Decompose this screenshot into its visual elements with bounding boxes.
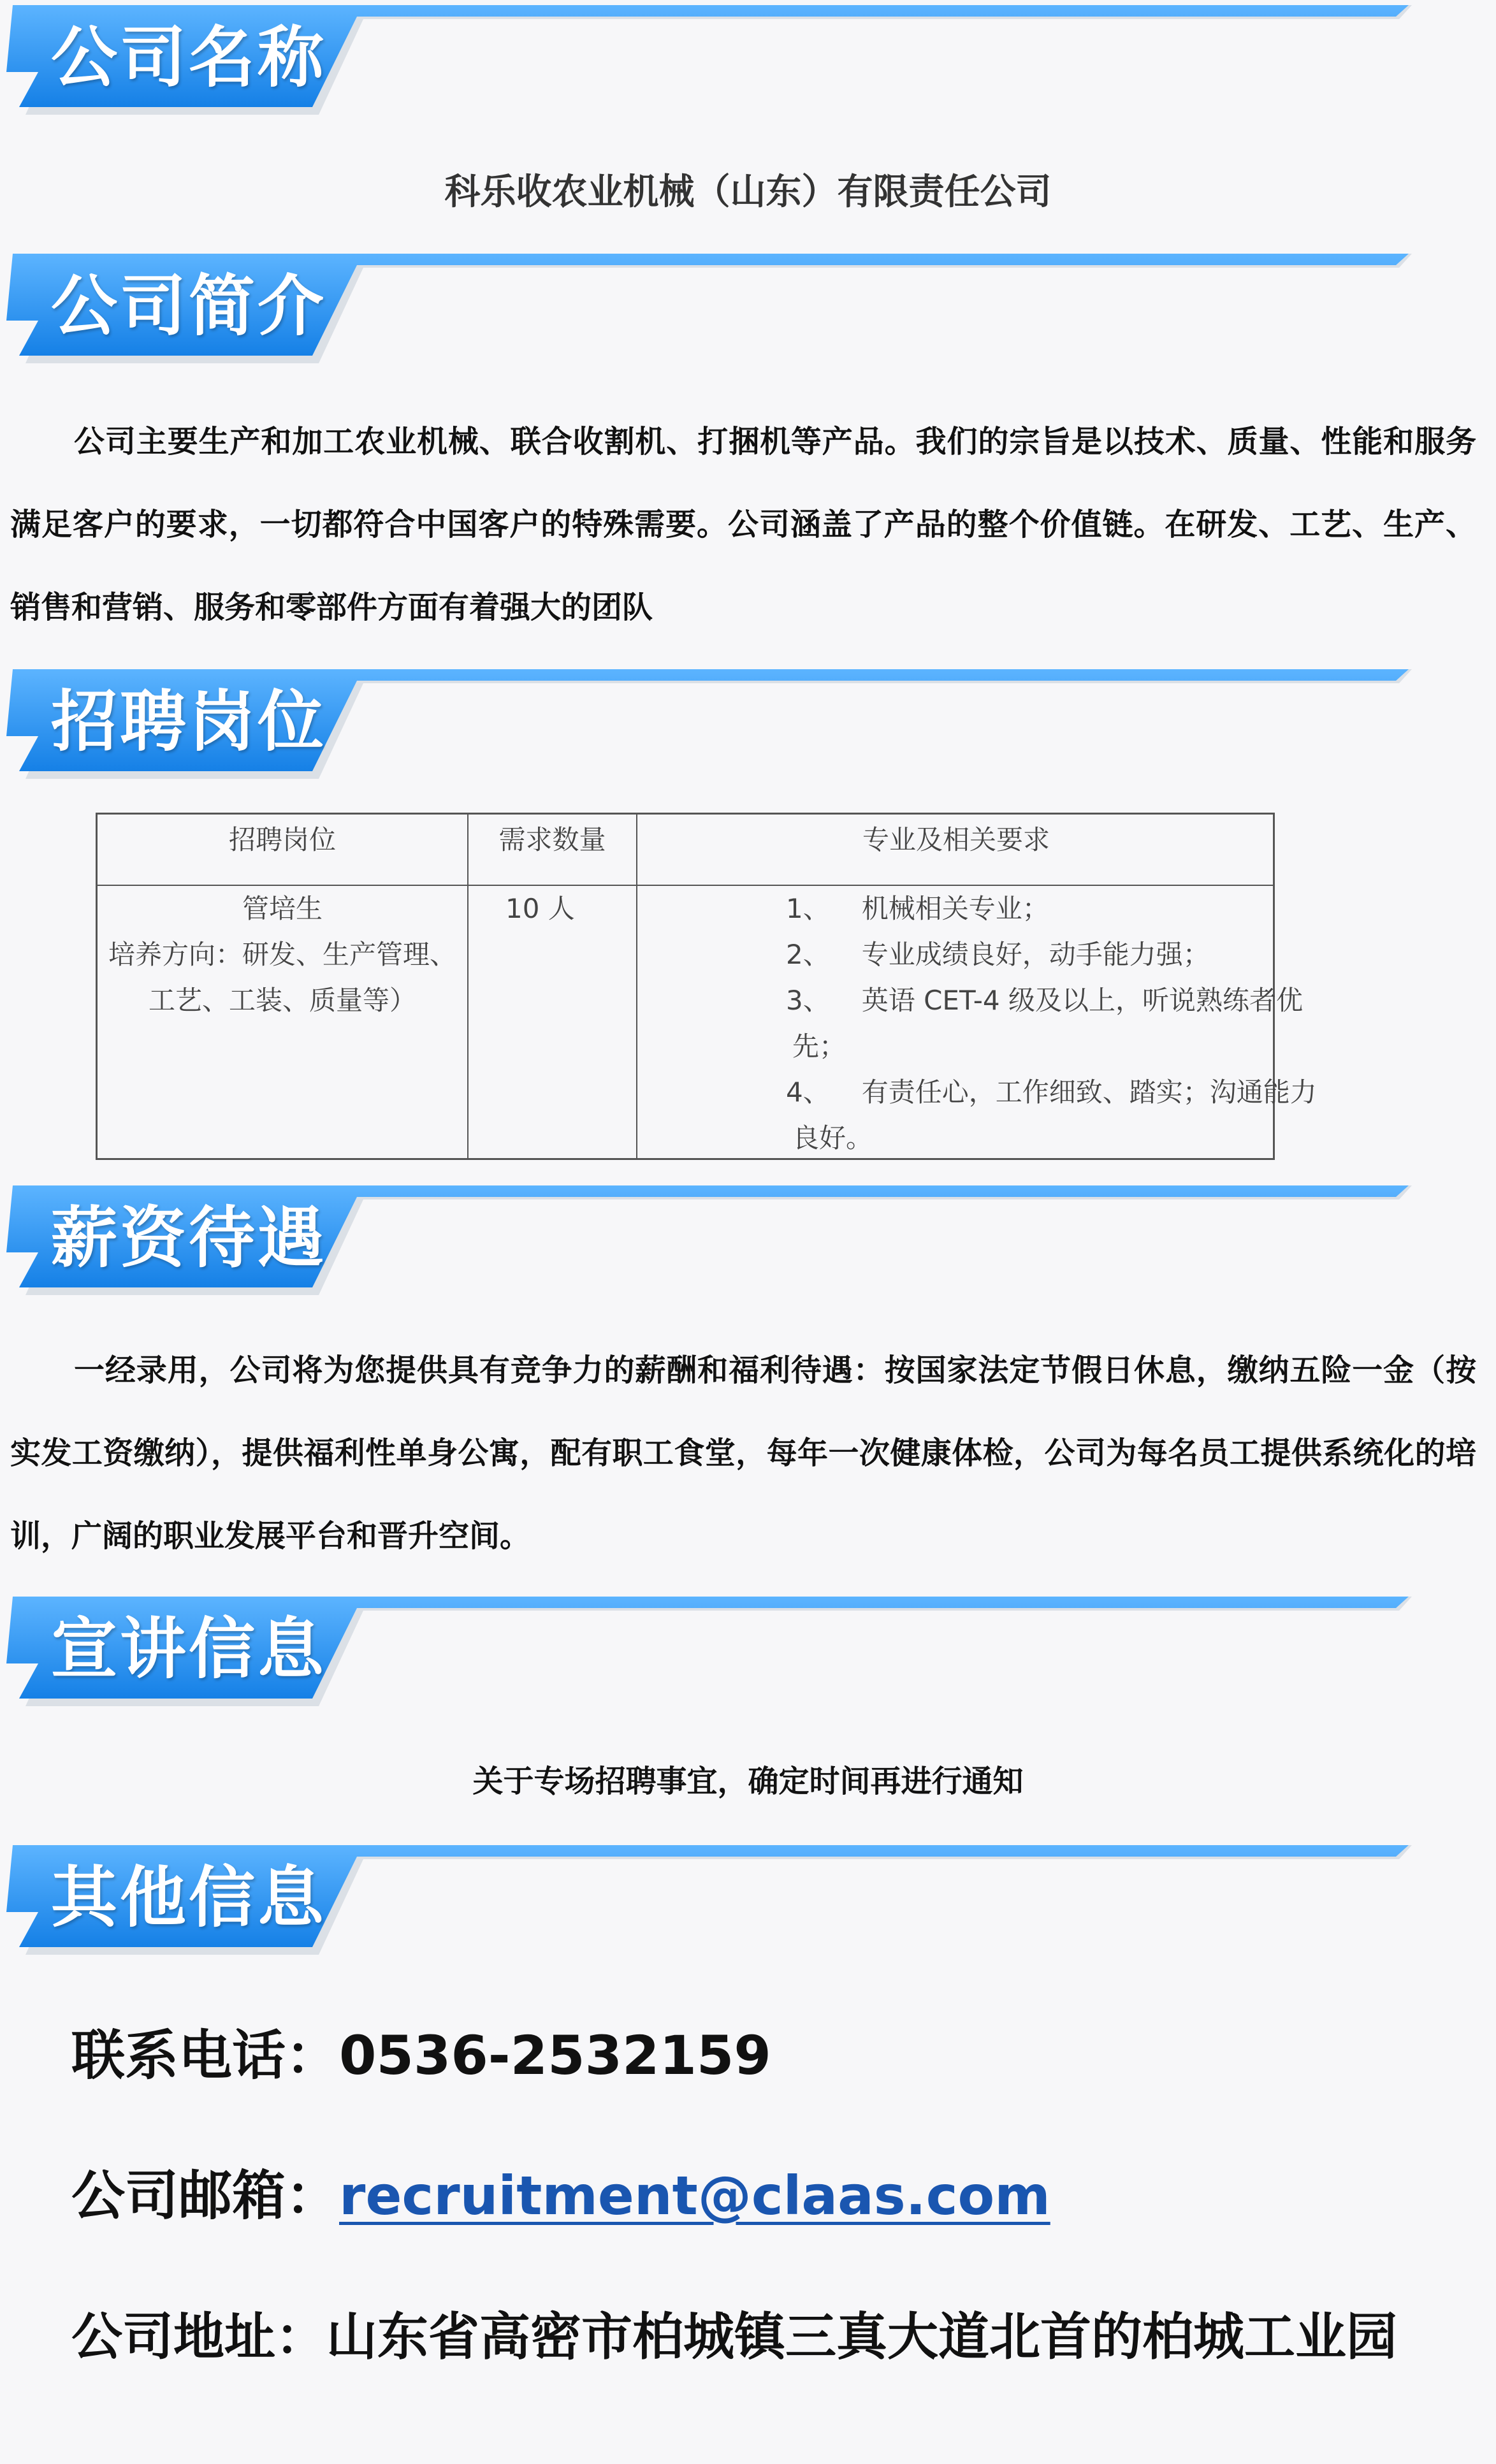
requirement-number: 2、: [786, 939, 830, 970]
address-value: 山东省高密市柏城镇三真大道北首的柏城工业园: [326, 2307, 1397, 2366]
requirement-item: [700, 886, 1274, 932]
phone-number: 0536-2532159: [339, 2024, 771, 2087]
contact-address: [71, 2302, 1397, 2372]
address-label: 公司地址：: [71, 2307, 326, 2366]
position-direction: 工艺、工装、质量等）: [148, 985, 416, 1016]
email-link[interactable]: recruitment@claas.com: [339, 2164, 1050, 2227]
requirement-text: 英语 CET-4 级及以上，听说熟练者优: [861, 985, 1303, 1016]
company-name-value: 科乐收农业机械（山东）有限责任公司: [444, 171, 1052, 213]
requirement-number: 4、: [786, 1076, 830, 1108]
section-title: 宣讲信息: [51, 1610, 327, 1688]
phone-label: 联系电话：: [71, 2024, 340, 2087]
seminar-text: 关于专场招聘事宜，确定时间再进行通知: [472, 1764, 1024, 1799]
requirement-number: 1、: [786, 893, 830, 924]
requirement-number: 3、: [786, 985, 830, 1016]
section-title: 招聘岗位: [51, 683, 327, 760]
intro-paragraph: 公司主要生产和加工农业机械、联合收割机、打捆机等产品。我们的宗旨是以技术、质量、性能和服务满足客户的要求，一切都符合中国客户的特殊需要。公司涵盖了产品的整个价值链。在研发、工艺、生产、销售和营销、服务和零部件方面有着强大的团队: [10, 424, 1476, 625]
requirement-text: 有责任心，工作细致、踏实；沟通能力: [861, 1076, 1317, 1108]
section-header-other: [0, 1845, 1496, 1973]
requirement-continuation: 先；: [792, 1031, 846, 1062]
table-cell-count: 10 人: [505, 893, 575, 924]
section-header-company-name: [0, 5, 1496, 133]
section-title: 薪资待遇: [51, 1199, 327, 1277]
requirement-item: [700, 978, 1303, 1024]
salary-paragraph: 一经录用，公司将为您提供具有竞争力的薪酬和福利待遇：按国家法定节假日休息，缴纳五险一金（按实发工资缴纳），提供福利性单身公寓，配有职工食堂，每年一次健康体检，公司为每名员工提供系统化的培训，广阔的职业发展平台和晋升空间。: [10, 1352, 1476, 1554]
table-cell-position: [98, 886, 467, 1024]
table-cell-requirements: [700, 886, 1317, 1161]
section-header-intro: [0, 254, 1496, 381]
requirement-item: [700, 1069, 1317, 1115]
requirement-text: 专业成绩良好，动手能力强；: [861, 939, 1210, 970]
section-title: 公司简介: [51, 267, 327, 345]
section-header-salary: [0, 1185, 1496, 1313]
section-header-jobs: [0, 669, 1496, 797]
section-title: 其他信息: [51, 1859, 327, 1936]
table-header-position: 招聘岗位: [228, 824, 336, 855]
contact-email: [71, 2161, 1050, 2231]
job-table: [96, 813, 1317, 1160]
requirement-text: 机械相关专业；: [861, 893, 1049, 924]
position-direction: 培养方向：研发、生产管理、: [108, 939, 456, 970]
section-title: 公司名称: [51, 18, 327, 96]
requirement-item: [700, 932, 1274, 978]
email-label: 公司邮箱：: [71, 2164, 340, 2227]
requirement-continuation: 良好。: [792, 1122, 873, 1154]
position-name: 管培生: [242, 893, 323, 924]
table-header-requirements: 专业及相关要求: [862, 824, 1050, 855]
contact-phone: [71, 2020, 771, 2091]
table-header-count: 需求数量: [498, 824, 606, 855]
section-header-seminar: [0, 1597, 1496, 1724]
